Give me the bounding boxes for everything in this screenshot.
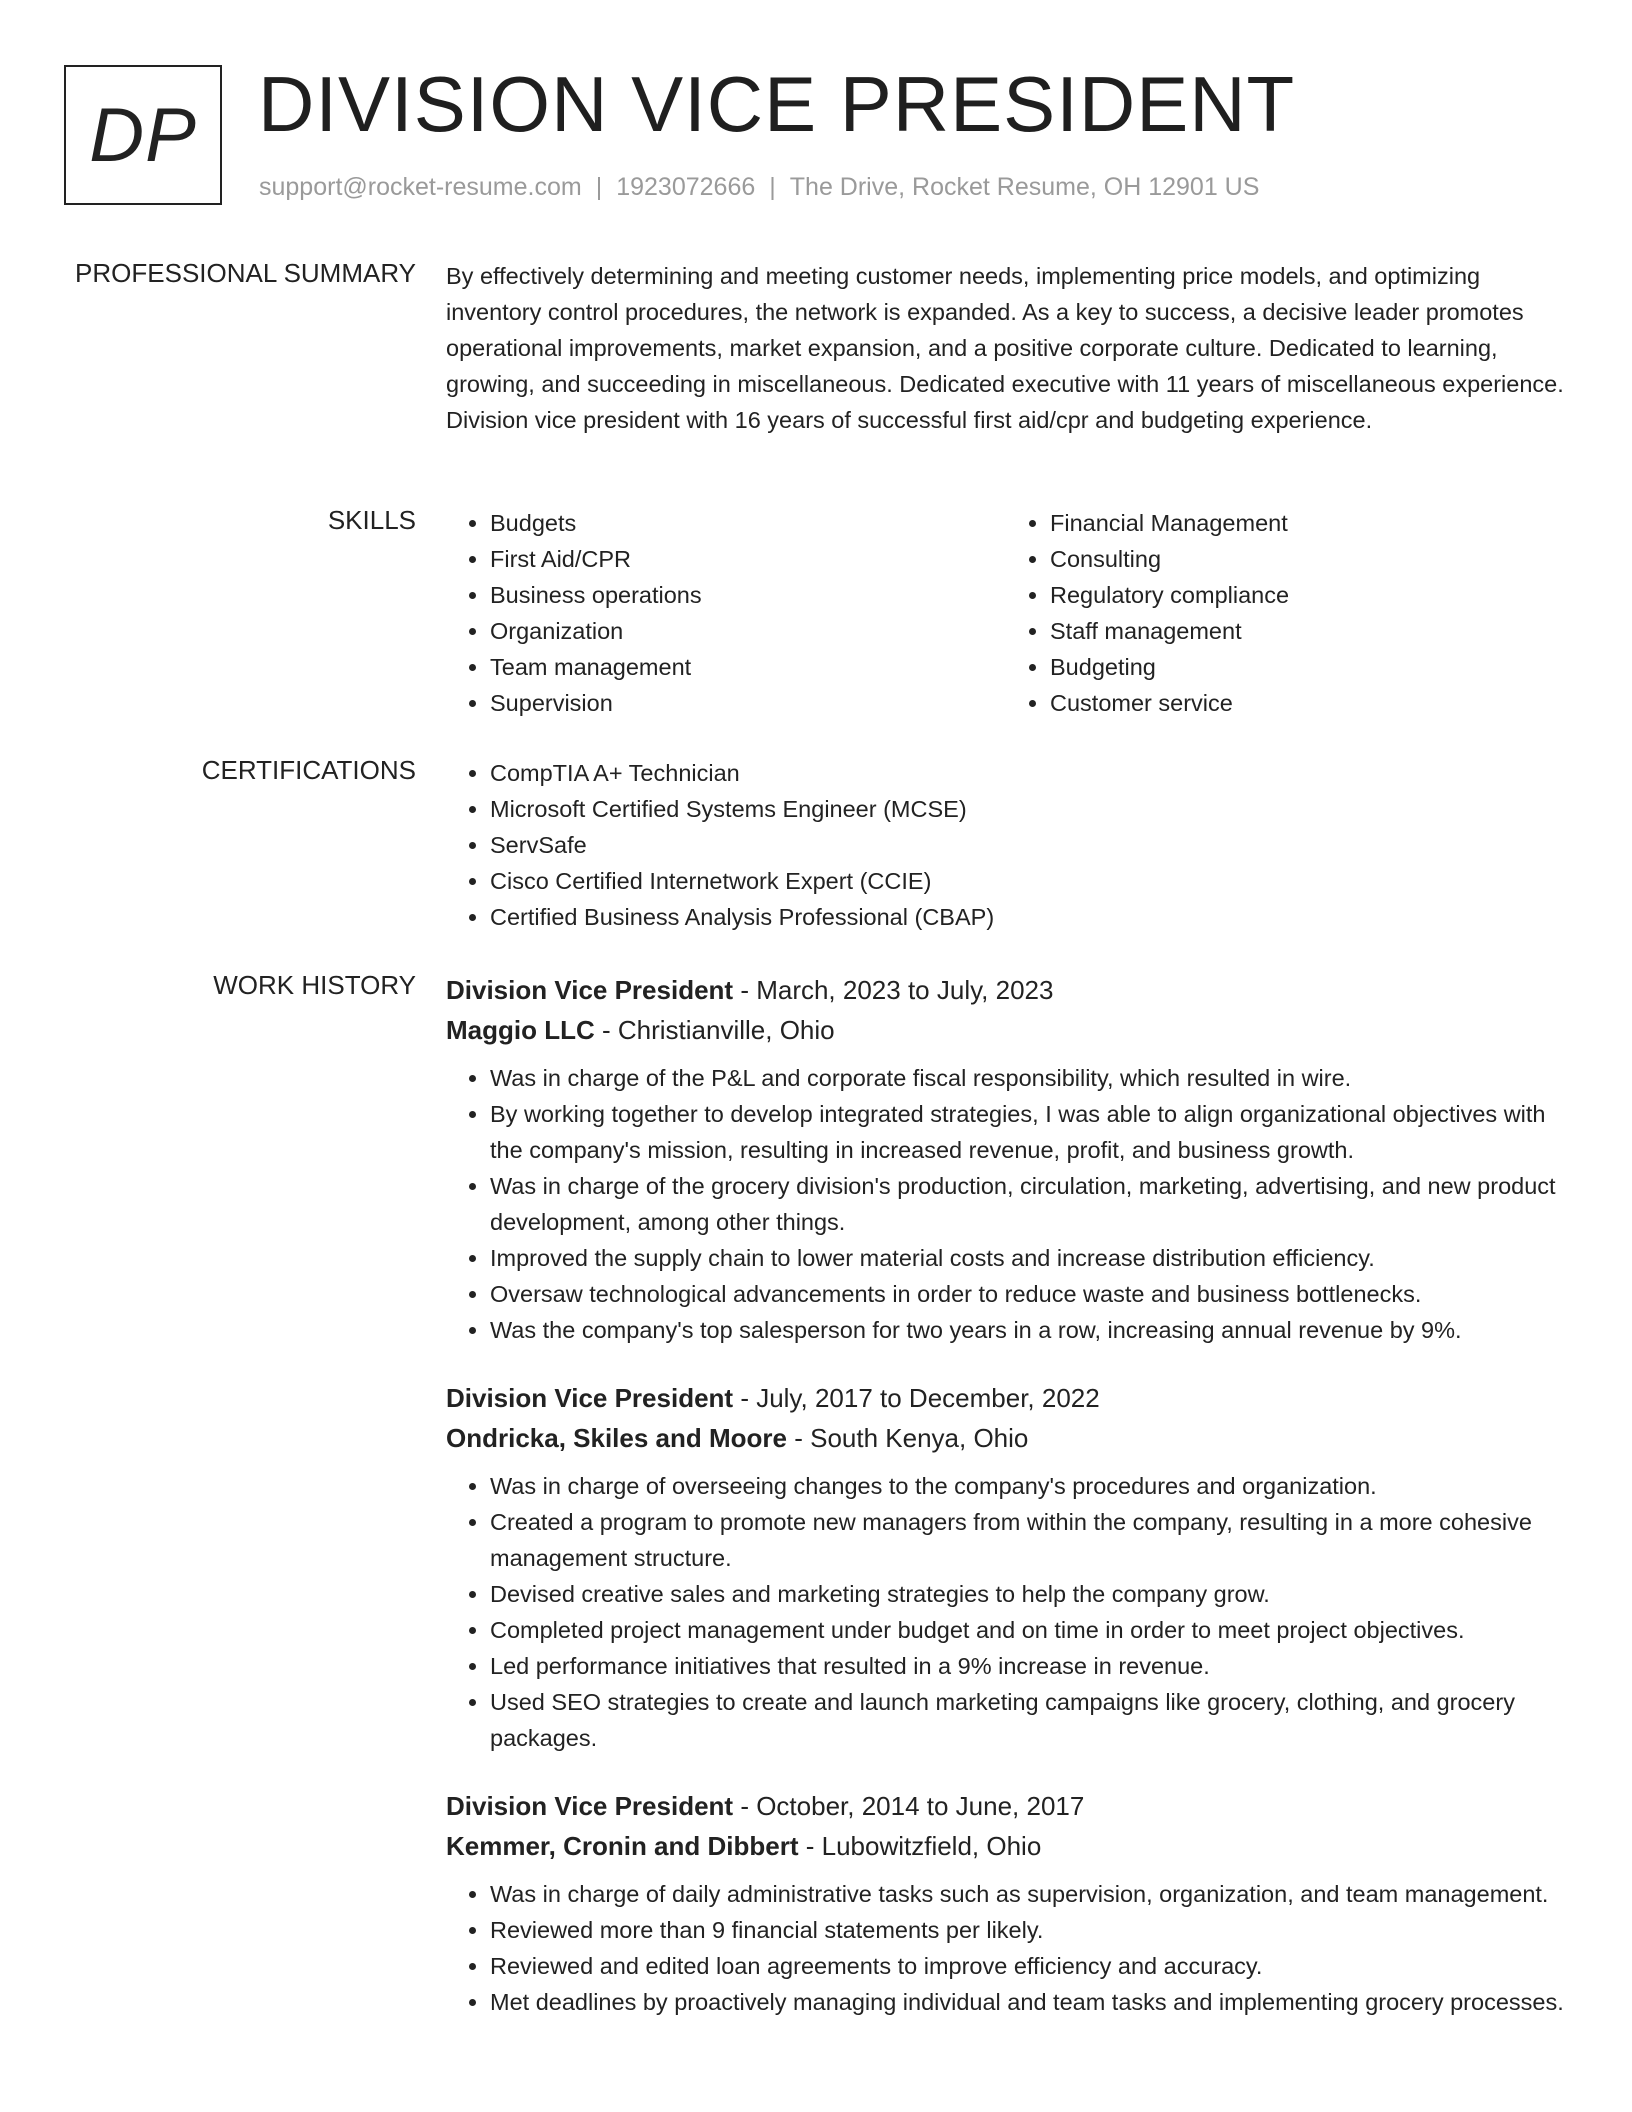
- job-bullet: • By working together to develop integrated strategies, I was able to align organizational objectives with the company's mission, resulting in increased revenue, profit, and business growth.: [490, 1096, 1566, 1168]
- job-title-line: [446, 1378, 1566, 1418]
- job-company: Kemmer, Cronin and Dibbert: [446, 1831, 799, 1861]
- contact-address: The Drive, Rocket Resume, OH 12901 US: [789, 173, 1260, 201]
- skills-list-left: [446, 505, 1006, 721]
- job-bullet: • Reviewed and edited loan agreements to improve efficiency and accuracy.: [490, 1948, 1566, 1984]
- certification-item: • ServSafe: [490, 827, 1566, 863]
- certification-item: • Certified Business Analysis Professional (CBAP): [490, 899, 1566, 935]
- skill-item: • Regulatory compliance: [1050, 577, 1566, 613]
- section-label-certifications: CERTIFICATIONS: [201, 755, 416, 785]
- skill-item: • Team management: [490, 649, 1006, 685]
- resume-header: [64, 60, 1564, 225]
- job-location: - South Kenya, Ohio: [787, 1423, 1029, 1453]
- contact-phone[interactable]: 1923072666: [616, 173, 756, 201]
- skill-item: • Business operations: [490, 577, 1006, 613]
- section-label-skills: SKILLS: [327, 505, 416, 535]
- contact-separator: |: [595, 173, 603, 201]
- skill-item: • First Aid/CPR: [490, 541, 1006, 577]
- job-bullet: • Was the company's top salesperson for two years in a row, increasing annual revenue by 9%.: [490, 1312, 1566, 1348]
- skill-item: • Financial Management: [1050, 505, 1566, 541]
- section-label-summary: PROFESSIONAL SUMMARY: [75, 258, 416, 288]
- skill-item: • Organization: [490, 613, 1006, 649]
- job-company: Ondricka, Skiles and Moore: [446, 1423, 787, 1453]
- skill-item: • Supervision: [490, 685, 1006, 721]
- job-bullet: • Was in charge of daily administrative tasks such as supervision, organization, and team management.: [490, 1876, 1566, 1912]
- job-bullet: • Led performance initiatives that resulted in a 9% increase in revenue.: [490, 1648, 1566, 1684]
- contact-separator: |: [769, 173, 776, 201]
- skill-item: • Budgets: [490, 505, 1006, 541]
- job-title-line: [446, 970, 1566, 1010]
- job-bullet: • Completed project management under budget and on time in order to meet project objectives.: [490, 1612, 1566, 1648]
- job-dates: - March, 2023 to July, 2023: [733, 975, 1054, 1005]
- skill-item: • Consulting: [1050, 541, 1566, 577]
- job-title: Division Vice President: [446, 975, 734, 1005]
- resume-title: DIVISION VICE PRESIDENT: [258, 60, 1296, 148]
- monogram-logo: DP: [64, 65, 222, 205]
- skills-list-right: [1006, 505, 1566, 721]
- certification-item: • CompTIA A+ Technician: [490, 755, 1566, 791]
- contact-line: [259, 173, 1259, 202]
- job-dates: - July, 2017 to December, 2022: [733, 1383, 1100, 1413]
- job-bullet: • Created a program to promote new managers from within the company, resulting in a more cohesive management structure.: [490, 1504, 1566, 1576]
- job-title: Division Vice President: [446, 1791, 734, 1821]
- job-location: - Christianville, Ohio: [594, 1015, 835, 1045]
- job-company-line: [446, 1010, 1566, 1050]
- job-company-line: [446, 1418, 1566, 1458]
- section-label-work-history: WORK HISTORY: [213, 970, 416, 1000]
- skill-item: • Staff management: [1050, 613, 1566, 649]
- job-company-line: [446, 1826, 1566, 1866]
- skill-item: • Customer service: [1050, 685, 1566, 721]
- job-dates: - October, 2014 to June, 2017: [733, 1791, 1085, 1821]
- job-bullet: • Was in charge of the grocery division's production, circulation, marketing, advertising, and new product development, among other things.: [490, 1168, 1566, 1240]
- certification-item: • Microsoft Certified Systems Engineer (MCSE): [490, 791, 1566, 827]
- job-bullet: • Improved the supply chain to lower material costs and increase distribution efficiency.: [490, 1240, 1566, 1276]
- job-entry: [446, 970, 1566, 1348]
- job-bullet: • Devised creative sales and marketing strategies to help the company grow.: [490, 1576, 1566, 1612]
- job-bullet: • Used SEO strategies to create and launch marketing campaigns like grocery, clothing, and grocery packages.: [490, 1684, 1566, 1756]
- job-bullets: [446, 1060, 1566, 1348]
- job-bullet: • Was in charge of overseeing changes to the company's procedures and organization.: [490, 1468, 1566, 1504]
- job-location: - Lubowitzfield, Ohio: [798, 1831, 1042, 1861]
- contact-email[interactable]: support@rocket-resume.com: [259, 173, 582, 201]
- job-title-line: [446, 1786, 1566, 1826]
- job-title: Division Vice President: [446, 1383, 734, 1413]
- job-bullets: [446, 1876, 1566, 2020]
- job-bullets: [446, 1468, 1566, 1756]
- job-entry: [446, 1378, 1566, 1756]
- job-bullet: • Oversaw technological advancements in order to reduce waste and business bottlenecks.: [490, 1276, 1566, 1312]
- job-bullet: • Was in charge of the P&L and corporate fiscal responsibility, which resulted in wire.: [490, 1060, 1566, 1096]
- summary-text: By effectively determining and meeting customer needs, implementing price models, and optimizing inventory control procedures, the network is expanded. As a key to success, a decisive leader promotes operational improvements, market expansion, and a positive corporate culture. Dedicated to learning, growing, and succeeding in miscellaneous. Dedicated executive with 11 years of miscellaneous experience. Division vice president with 16 years of successful first aid/cpr and budgeting experience.: [446, 263, 1564, 433]
- job-company: Maggio LLC: [446, 1015, 595, 1045]
- job-bullet: • Met deadlines by proactively managing individual and team tasks and implementing grocery processes.: [490, 1984, 1566, 2020]
- skill-item: • Budgeting: [1050, 649, 1566, 685]
- certifications-list: [446, 755, 1566, 935]
- job-entry: [446, 1786, 1566, 2020]
- certification-item: • Cisco Certified Internetwork Expert (CCIE): [490, 863, 1566, 899]
- job-bullet: • Reviewed more than 9 financial statements per likely.: [490, 1912, 1566, 1948]
